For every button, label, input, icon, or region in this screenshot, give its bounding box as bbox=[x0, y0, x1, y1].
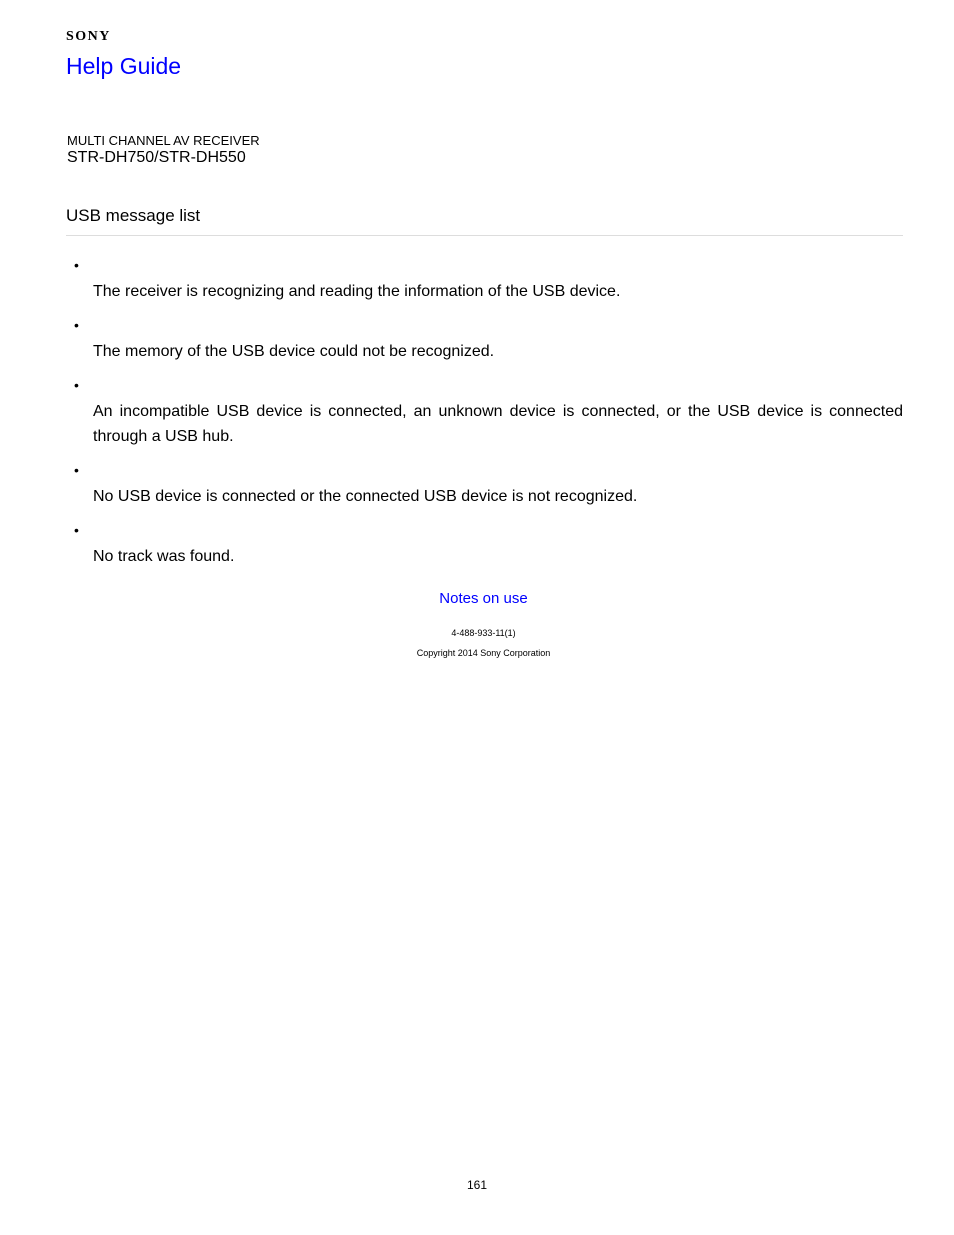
message-description: An incompatible USB device is connected, an unknown device is connected, or the USB device is connected through a USB hub. bbox=[93, 403, 903, 445]
message-description: The receiver is recognizing and reading the information of the USB device. bbox=[93, 283, 621, 300]
title-divider bbox=[66, 235, 903, 236]
product-category: MULTI CHANNEL AV RECEIVER bbox=[67, 133, 260, 148]
list-item bbox=[66, 460, 903, 509]
list-item bbox=[66, 520, 903, 569]
bullet-icon: • bbox=[74, 377, 79, 393]
message-description: The memory of the USB device could not be recognized. bbox=[93, 343, 495, 360]
message-description: No track was found. bbox=[93, 548, 235, 565]
list-item bbox=[66, 315, 903, 364]
list-item bbox=[66, 255, 903, 304]
page-title: USB message list bbox=[66, 206, 201, 225]
bullet-icon: • bbox=[74, 317, 79, 333]
message-description: No USB device is connected or the connected USB device is not recognized. bbox=[93, 488, 638, 505]
message-header bbox=[66, 375, 903, 399]
sony-logo: SONY bbox=[66, 29, 111, 44]
list-item bbox=[66, 375, 903, 449]
bullet-icon: • bbox=[74, 257, 79, 273]
product-model: STR-DH750/STR-DH550 bbox=[67, 149, 246, 166]
help-guide-link[interactable]: Help Guide bbox=[66, 53, 182, 79]
bullet-icon: • bbox=[74, 462, 79, 478]
document-number: 4-488-933-11(1) bbox=[451, 628, 516, 638]
copyright-notice: Copyright 2014 Sony Corporation bbox=[416, 648, 551, 658]
bullet-icon: • bbox=[74, 522, 79, 538]
message-header bbox=[66, 460, 903, 484]
page-number: 161 bbox=[466, 1178, 488, 1192]
message-header bbox=[66, 315, 903, 339]
notes-on-use-link[interactable]: Notes on use bbox=[439, 590, 528, 607]
message-list bbox=[66, 255, 903, 580]
message-header bbox=[66, 520, 903, 544]
message-header bbox=[66, 255, 903, 279]
